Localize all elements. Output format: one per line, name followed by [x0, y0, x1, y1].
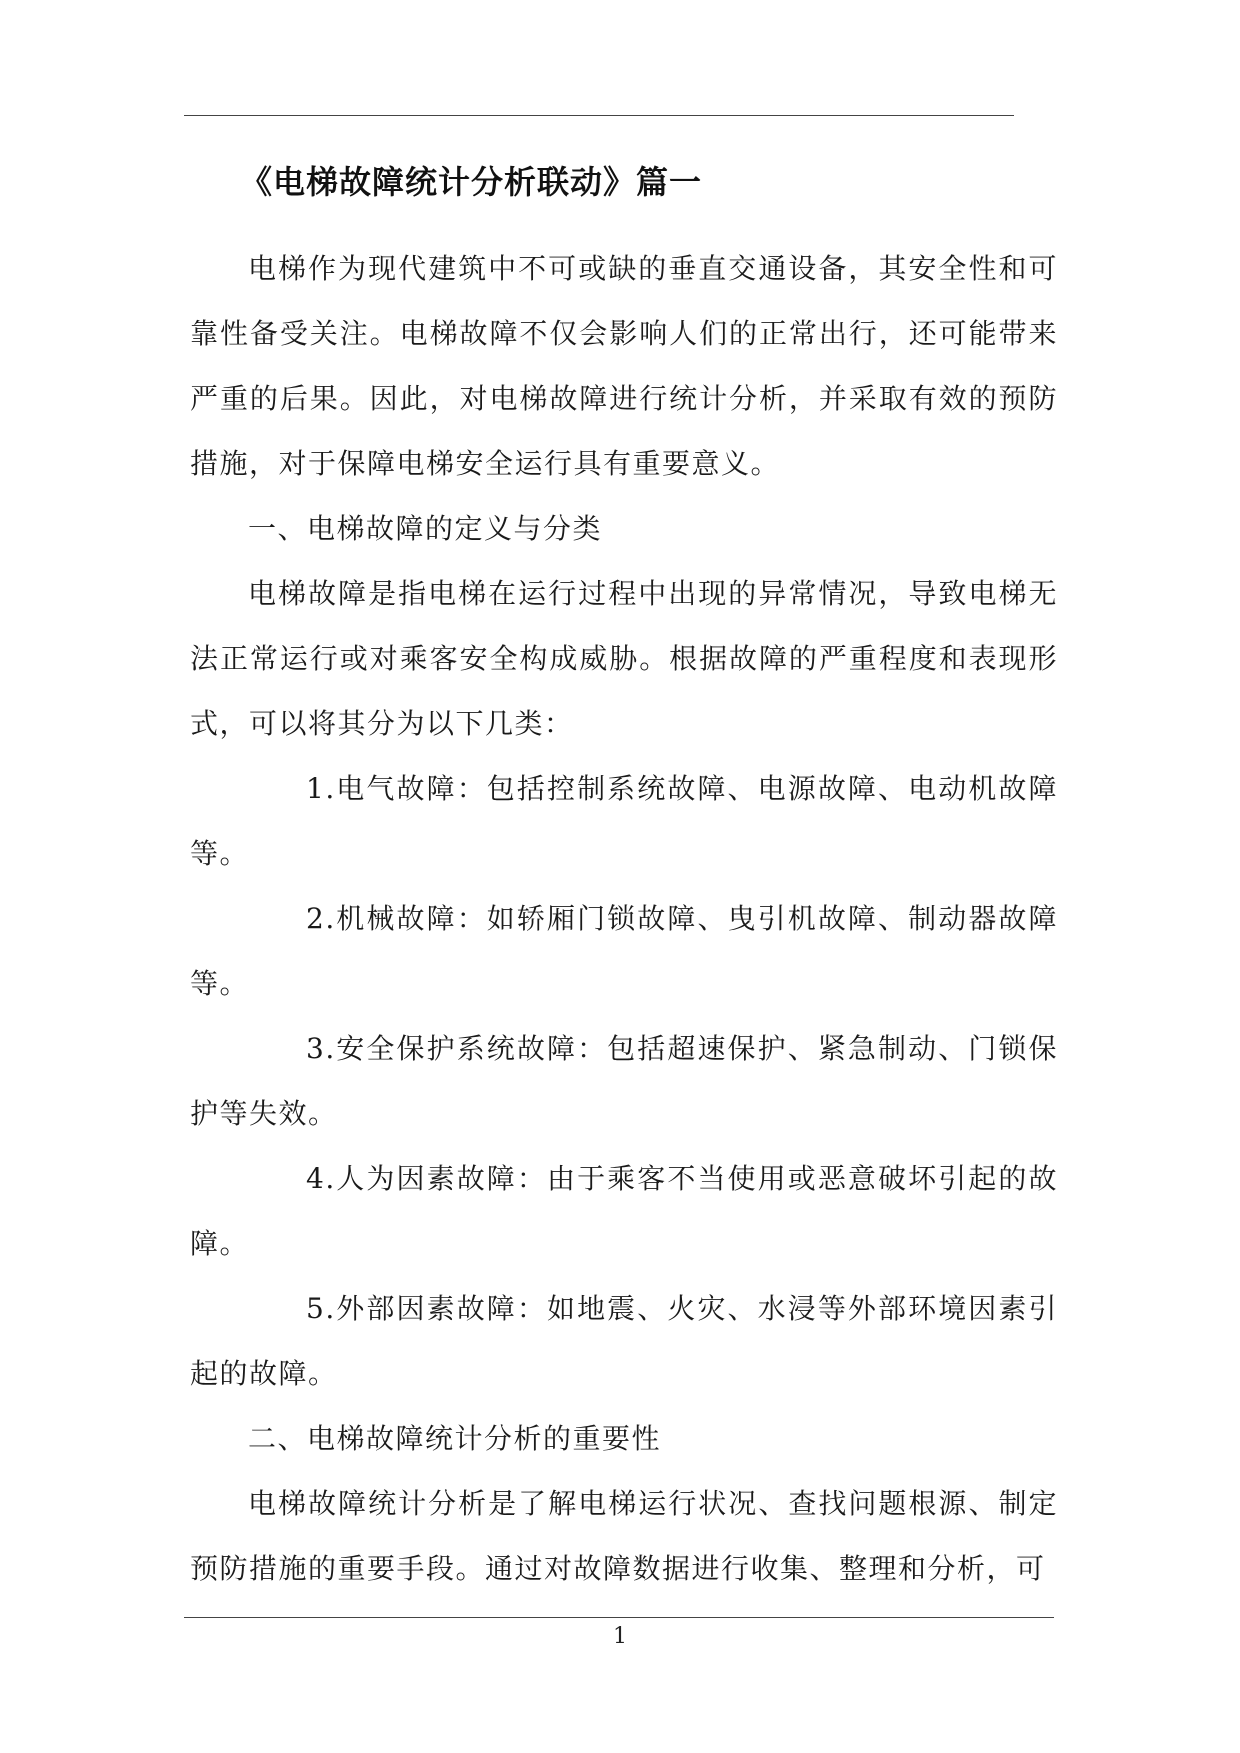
footer-rule — [184, 1617, 1054, 1618]
list-item-external: 5.外部因素故障：如地震、火灾、水浸等外部环境因素引起的故障。 — [190, 1292, 1058, 1390]
document-title: 《电梯故障统计分析联动》篇一 — [240, 163, 703, 201]
importance-paragraph: 电梯故障统计分析是了解电梯运行状况、查找问题根源、制定预防措施的重要手段。通过对故障数据进行收集、整理和分析，可 — [190, 1487, 1058, 1585]
header-rule — [184, 115, 1014, 116]
page-number: 1 — [613, 1624, 627, 1649]
section-heading-2: 二、电梯故障统计分析的重要性 — [248, 1422, 662, 1455]
intro-paragraph: 电梯作为现代建筑中不可或缺的垂直交通设备，其安全性和可靠性备受关注。电梯故障不仅会影响人们的正常出行，还可能带来严重的后果。因此，对电梯故障进行统计分析，并采取有效的预防措施，对于保障电梯安全运行具有重要意义。 — [190, 252, 1058, 480]
section-heading-1: 一、电梯故障的定义与分类 — [248, 512, 603, 545]
list-item-safety: 3.安全保护系统故障：包括超速保护、紧急制动、门锁保护等失效。 — [190, 1032, 1058, 1130]
list-item-human: 4.人为因素故障：由于乘客不当使用或恶意破坏引起的故障。 — [190, 1162, 1058, 1260]
list-item-mechanical: 2.机械故障：如轿厢门锁故障、曳引机故障、制动器故障等。 — [190, 902, 1058, 1000]
definition-paragraph: 电梯故障是指电梯在运行过程中出现的异常情况，导致电梯无法正常运行或对乘客安全构成威胁。根据故障的严重程度和表现形式，可以将其分为以下几类： — [190, 577, 1058, 740]
document-body — [190, 236, 1058, 1601]
list-item-electrical: 1.电气故障：包括控制系统故障、电源故障、电动机故障等。 — [190, 772, 1058, 870]
